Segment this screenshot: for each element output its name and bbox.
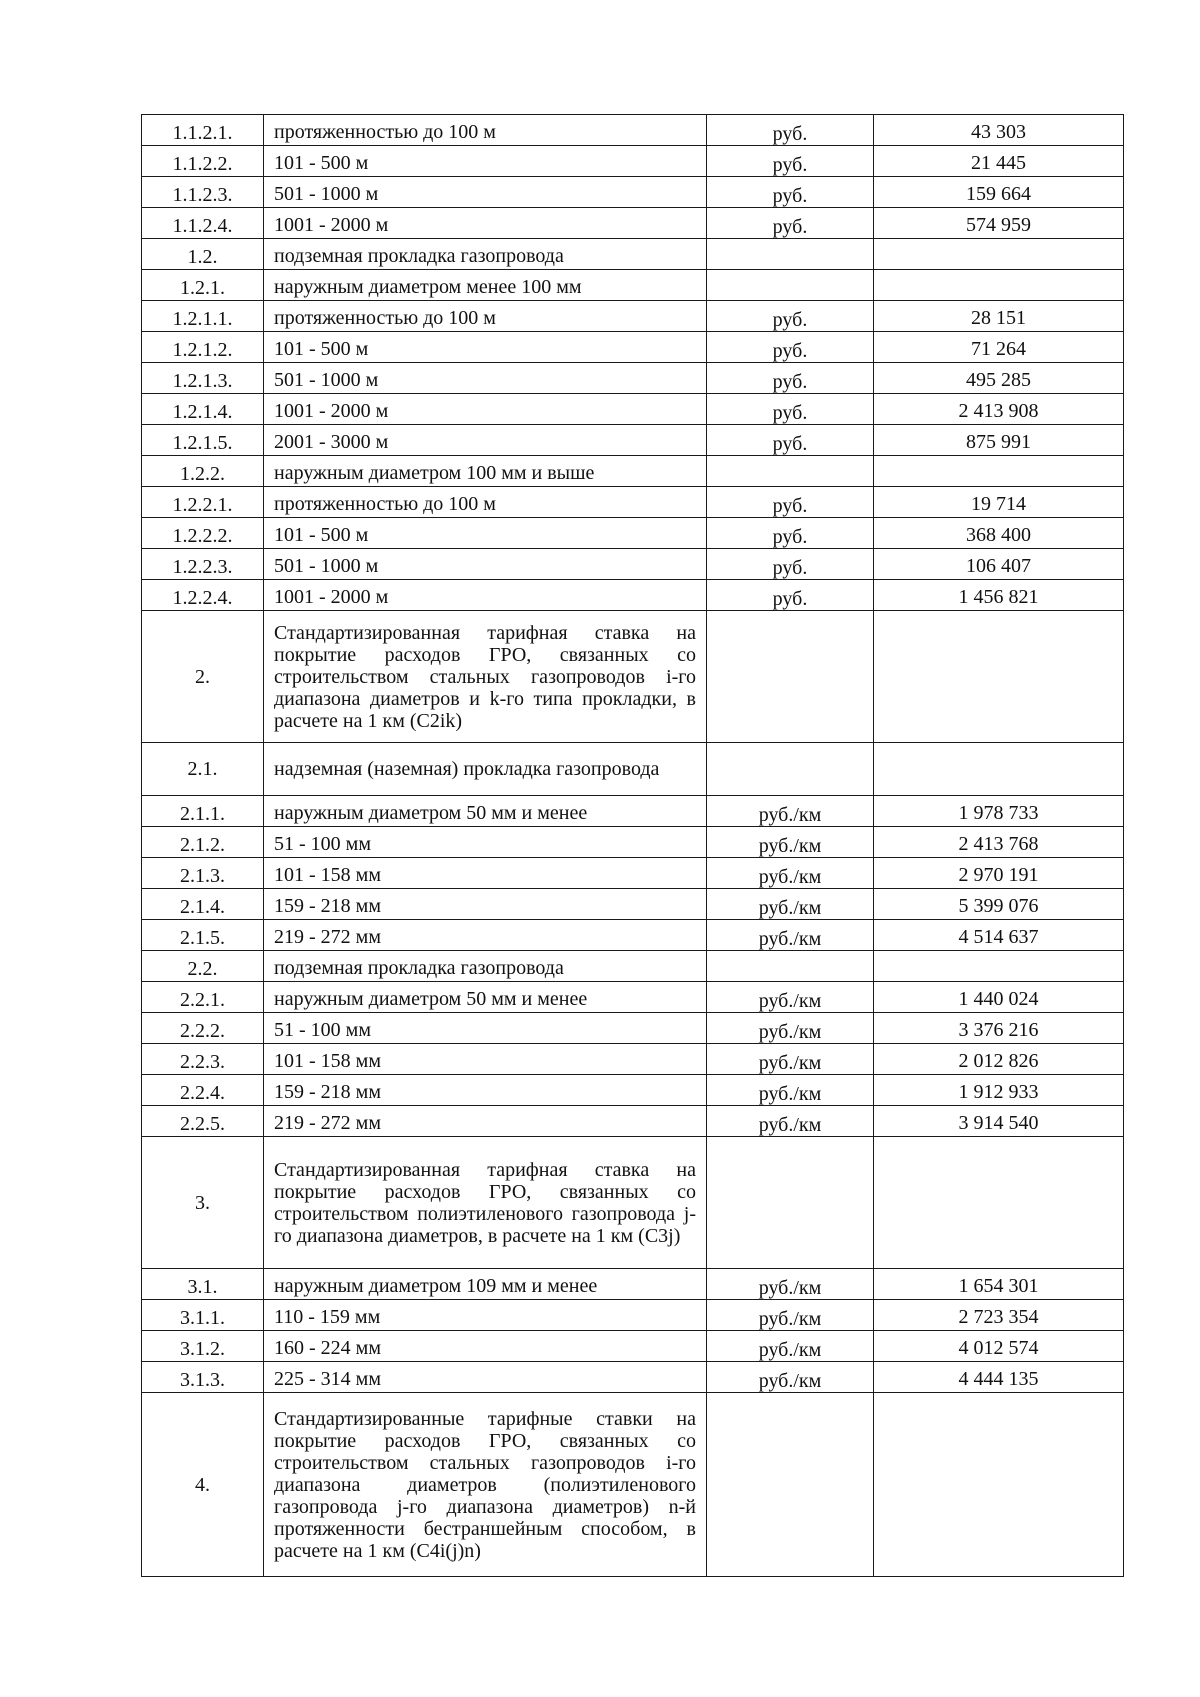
row-number: 1.2.1.3.	[142, 363, 264, 394]
row-value: 71 264	[874, 332, 1124, 363]
row-value: 2 413 908	[874, 394, 1124, 425]
row-unit: руб./км	[707, 1013, 874, 1044]
row-unit	[707, 456, 874, 487]
row-unit: руб.	[707, 549, 874, 580]
row-unit: руб.	[707, 146, 874, 177]
row-value: 19 714	[874, 487, 1124, 518]
row-unit: руб./км	[707, 858, 874, 889]
table-row	[142, 1331, 1124, 1362]
row-value: 2 413 768	[874, 827, 1124, 858]
row-unit	[707, 743, 874, 796]
table-row	[142, 1300, 1124, 1331]
row-number: 3.1.1.	[142, 1300, 264, 1331]
row-description: 219 - 272 мм	[264, 920, 707, 951]
row-number: 3.	[142, 1137, 264, 1269]
row-number: 3.1.	[142, 1269, 264, 1300]
row-value	[874, 456, 1124, 487]
row-number: 3.1.3.	[142, 1362, 264, 1393]
row-unit: руб./км	[707, 827, 874, 858]
row-value	[874, 951, 1124, 982]
row-value: 3 376 216	[874, 1013, 1124, 1044]
table-row	[142, 743, 1124, 796]
table-row	[142, 611, 1124, 743]
row-value: 3 914 540	[874, 1106, 1124, 1137]
table-row	[142, 487, 1124, 518]
row-number: 2.1.4.	[142, 889, 264, 920]
row-description: наружным диаметром 109 мм и менее	[264, 1269, 707, 1300]
table-row	[142, 456, 1124, 487]
row-description: 501 - 1000 м	[264, 363, 707, 394]
row-number: 1.2.2.	[142, 456, 264, 487]
row-number: 2.2.5.	[142, 1106, 264, 1137]
row-number: 1.1.2.4.	[142, 208, 264, 239]
row-unit: руб./км	[707, 1269, 874, 1300]
row-number: 2.2.	[142, 951, 264, 982]
row-description: 159 - 218 мм	[264, 1075, 707, 1106]
row-value: 4 012 574	[874, 1331, 1124, 1362]
row-description: наружным диаметром 100 мм и выше	[264, 456, 707, 487]
table-row	[142, 1362, 1124, 1393]
row-description: 101 - 500 м	[264, 332, 707, 363]
row-unit: руб./км	[707, 920, 874, 951]
row-number: 1.2.1.2.	[142, 332, 264, 363]
row-number: 1.2.2.4.	[142, 580, 264, 611]
row-number: 2.1.3.	[142, 858, 264, 889]
table-row	[142, 301, 1124, 332]
row-number: 1.2.2.1.	[142, 487, 264, 518]
row-description: 1001 - 2000 м	[264, 580, 707, 611]
row-value: 2 723 354	[874, 1300, 1124, 1331]
row-unit: руб./км	[707, 982, 874, 1013]
row-number: 4.	[142, 1393, 264, 1577]
row-description: подземная прокладка газопровода	[264, 239, 707, 270]
table-row	[142, 1044, 1124, 1075]
row-description: наружным диаметром 50 мм и менее	[264, 796, 707, 827]
row-number: 1.2.2.3.	[142, 549, 264, 580]
table-row	[142, 1137, 1124, 1269]
row-description: протяженностью до 100 м	[264, 487, 707, 518]
row-unit	[707, 611, 874, 743]
row-value: 1 978 733	[874, 796, 1124, 827]
row-unit: руб.	[707, 518, 874, 549]
row-number: 2.2.2.	[142, 1013, 264, 1044]
row-value	[874, 1393, 1124, 1577]
row-number: 2.1.2.	[142, 827, 264, 858]
row-number: 1.2.1.	[142, 270, 264, 301]
row-value: 2 012 826	[874, 1044, 1124, 1075]
row-number: 1.2.1.4.	[142, 394, 264, 425]
table-row	[142, 146, 1124, 177]
row-number: 1.1.2.3.	[142, 177, 264, 208]
row-value: 159 664	[874, 177, 1124, 208]
table-body	[142, 115, 1124, 1577]
row-unit	[707, 270, 874, 301]
row-value	[874, 239, 1124, 270]
table-row	[142, 796, 1124, 827]
table-row	[142, 858, 1124, 889]
row-description: Стандартизированные тарифные ставки на покрытие расходов ГРО, связанных со строительством стальных газопроводов i-го диапазона диаметров (полиэтиленового газопровода j-го диапазона диаметров) n-й протяженности бестраншейным способом, в расчете на 1 км (C4i(j)n)	[264, 1393, 707, 1577]
row-description: протяженностью до 100 м	[264, 115, 707, 146]
row-unit: руб./км	[707, 796, 874, 827]
row-unit: руб.	[707, 363, 874, 394]
row-unit: руб.	[707, 208, 874, 239]
row-description: 219 - 272 мм	[264, 1106, 707, 1137]
row-number: 2.2.3.	[142, 1044, 264, 1075]
row-description: надземная (наземная) прокладка газопровода	[264, 743, 707, 796]
row-unit: руб.	[707, 301, 874, 332]
table-row	[142, 580, 1124, 611]
row-description: 225 - 314 мм	[264, 1362, 707, 1393]
row-description: 110 - 159 мм	[264, 1300, 707, 1331]
row-description: 51 - 100 мм	[264, 1013, 707, 1044]
row-description: 1001 - 2000 м	[264, 208, 707, 239]
row-unit: руб./км	[707, 1044, 874, 1075]
row-number: 2.2.4.	[142, 1075, 264, 1106]
row-value: 875 991	[874, 425, 1124, 456]
row-number: 2.	[142, 611, 264, 743]
row-description: 1001 - 2000 м	[264, 394, 707, 425]
row-value: 495 285	[874, 363, 1124, 394]
row-value: 1 654 301	[874, 1269, 1124, 1300]
row-value: 5 399 076	[874, 889, 1124, 920]
row-description: 159 - 218 мм	[264, 889, 707, 920]
row-description: 101 - 158 мм	[264, 858, 707, 889]
table-row	[142, 518, 1124, 549]
row-unit: руб.	[707, 115, 874, 146]
row-description: подземная прокладка газопровода	[264, 951, 707, 982]
row-unit: руб./км	[707, 889, 874, 920]
row-unit	[707, 239, 874, 270]
row-description: 101 - 500 м	[264, 518, 707, 549]
table-row	[142, 1393, 1124, 1577]
row-number: 1.2.1.1.	[142, 301, 264, 332]
table-row	[142, 239, 1124, 270]
table-row	[142, 951, 1124, 982]
row-description: наружным диаметром 50 мм и менее	[264, 982, 707, 1013]
table-row	[142, 208, 1124, 239]
row-description: Стандартизированная тарифная ставка на покрытие расходов ГРО, связанных со строительством полиэтиленового газопровода j-го диапазона диаметров, в расчете на 1 км (C3j)	[264, 1137, 707, 1269]
row-value: 4 444 135	[874, 1362, 1124, 1393]
row-description: наружным диаметром менее 100 мм	[264, 270, 707, 301]
row-value: 1 440 024	[874, 982, 1124, 1013]
row-description: 501 - 1000 м	[264, 177, 707, 208]
table-row	[142, 889, 1124, 920]
row-value: 28 151	[874, 301, 1124, 332]
row-number: 1.1.2.2.	[142, 146, 264, 177]
table-row	[142, 1269, 1124, 1300]
row-number: 2.1.5.	[142, 920, 264, 951]
table-row	[142, 1013, 1124, 1044]
table-row	[142, 332, 1124, 363]
row-value: 368 400	[874, 518, 1124, 549]
row-value: 4 514 637	[874, 920, 1124, 951]
table-row	[142, 549, 1124, 580]
row-number: 1.2.	[142, 239, 264, 270]
row-unit: руб.	[707, 177, 874, 208]
row-number: 2.1.1.	[142, 796, 264, 827]
row-description: 501 - 1000 м	[264, 549, 707, 580]
row-unit	[707, 951, 874, 982]
row-value	[874, 270, 1124, 301]
table-row	[142, 394, 1124, 425]
row-value	[874, 611, 1124, 743]
table-row	[142, 177, 1124, 208]
table-row	[142, 1106, 1124, 1137]
table-row	[142, 920, 1124, 951]
row-description: 101 - 158 мм	[264, 1044, 707, 1075]
row-description: 51 - 100 мм	[264, 827, 707, 858]
row-value: 2 970 191	[874, 858, 1124, 889]
table-row	[142, 115, 1124, 146]
row-number: 3.1.2.	[142, 1331, 264, 1362]
row-number: 2.2.1.	[142, 982, 264, 1013]
row-unit: руб./км	[707, 1331, 874, 1362]
row-description: 160 - 224 мм	[264, 1331, 707, 1362]
row-number: 2.1.	[142, 743, 264, 796]
row-value: 1 456 821	[874, 580, 1124, 611]
row-unit	[707, 1137, 874, 1269]
table-row	[142, 425, 1124, 456]
row-value	[874, 743, 1124, 796]
row-unit	[707, 1393, 874, 1577]
row-description: Стандартизированная тарифная ставка на покрытие расходов ГРО, связанных со строительством стальных газопроводов i-го диапазона диаметров и k-го типа прокладки, в расчете на 1 км (C2ik)	[264, 611, 707, 743]
row-value: 1 912 933	[874, 1075, 1124, 1106]
table-row	[142, 982, 1124, 1013]
table-row	[142, 1075, 1124, 1106]
row-number: 1.2.2.2.	[142, 518, 264, 549]
row-number: 1.1.2.1.	[142, 115, 264, 146]
row-unit: руб./км	[707, 1075, 874, 1106]
row-unit: руб./км	[707, 1300, 874, 1331]
row-unit: руб./км	[707, 1106, 874, 1137]
row-unit: руб.	[707, 487, 874, 518]
table-row	[142, 363, 1124, 394]
row-value	[874, 1137, 1124, 1269]
row-value: 574 959	[874, 208, 1124, 239]
row-value: 21 445	[874, 146, 1124, 177]
row-value: 106 407	[874, 549, 1124, 580]
row-value: 43 303	[874, 115, 1124, 146]
row-description: протяженностью до 100 м	[264, 301, 707, 332]
row-description: 101 - 500 м	[264, 146, 707, 177]
row-unit: руб.	[707, 425, 874, 456]
row-unit: руб./км	[707, 1362, 874, 1393]
row-unit: руб.	[707, 332, 874, 363]
table-row	[142, 827, 1124, 858]
table-row	[142, 270, 1124, 301]
row-number: 1.2.1.5.	[142, 425, 264, 456]
tariff-table	[141, 114, 1124, 1577]
row-unit: руб.	[707, 580, 874, 611]
row-description: 2001 - 3000 м	[264, 425, 707, 456]
row-unit: руб.	[707, 394, 874, 425]
